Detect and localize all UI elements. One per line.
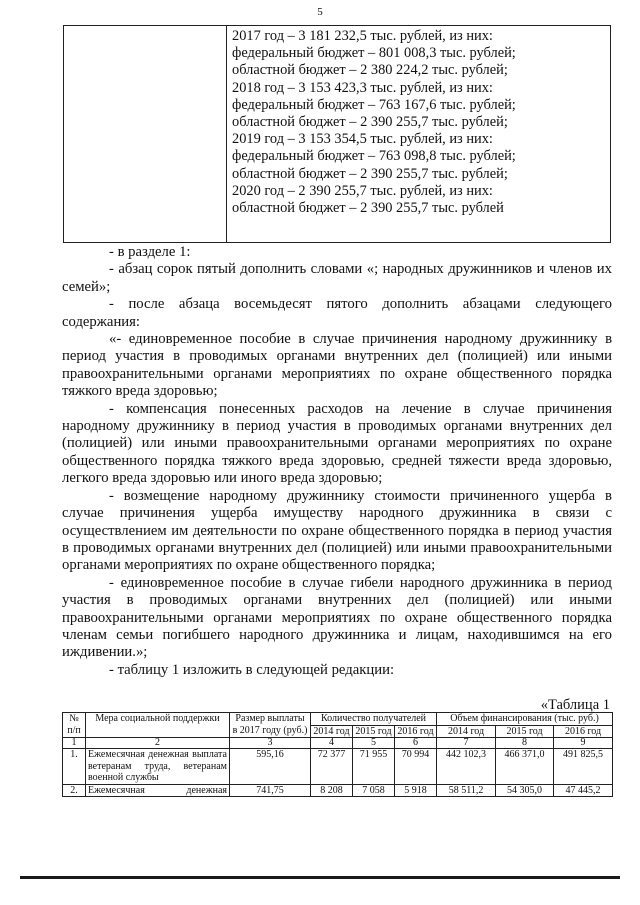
cell-num: 1. bbox=[63, 749, 86, 785]
cell-recipients-2014: 8 208 bbox=[311, 784, 353, 797]
header-payment: Размер выплаты в 2017 году (руб.) bbox=[230, 713, 311, 738]
funding-line: 2019 год – 3 153 354,5 тыс. рублей, из них: bbox=[232, 131, 493, 148]
funding-line: федеральный бюджет – 763 167,6 тыс. рублей; bbox=[232, 96, 516, 113]
funding-line: областной бюджет – 2 390 255,7 тыс. рублей; bbox=[232, 165, 508, 182]
cell-recipients-2015: 7 058 bbox=[353, 784, 395, 797]
funding-line: 2017 год – 3 181 232,5 тыс. рублей, из них: bbox=[232, 28, 493, 44]
table-row bbox=[63, 749, 613, 785]
cell-funding-2015: 54 305,0 bbox=[496, 784, 554, 797]
paragraph-damage-reimbursement: - возмещение народному дружиннику стоимости причиненного ущерба в случае причинения ущерба имуществу народного дружинника в связи с осуществлением им деятельности по охране общественного порядка в период участия в проводимых органами внутренних дел (полицией) или иными правоохранительными органами мероприятиях по охране общественного порядка; bbox=[62, 487, 612, 574]
cell-recipients-2016: 70 994 bbox=[395, 749, 437, 785]
table-index-row bbox=[63, 738, 613, 749]
cell-funding-2015: 466 371,0 bbox=[496, 749, 554, 785]
paragraph-death-allowance: - единовременное пособие в случае гибели народного дружинника в период участия в проводимых органами внутренних дел (полицией) или иными правоохранительными органами мероприятиях по охране общественного порядка членам семьи погибшего народного дружинника и лицам, находившимся на его иждивении.»; bbox=[62, 574, 612, 661]
cell-funding-2016: 491 825,5 bbox=[554, 749, 613, 785]
table-row bbox=[63, 784, 613, 797]
header-measure: Мера социальной поддержки bbox=[86, 713, 230, 738]
index-cell: 8 bbox=[496, 738, 554, 749]
paragraph-abzac-45: - абзац сорок пятый дополнить словами «; народных дружинников и членов их семей»; bbox=[62, 261, 612, 295]
cell-funding-2014: 58 511,2 bbox=[437, 784, 496, 797]
page-bottom-rule bbox=[20, 876, 620, 879]
funding-table bbox=[63, 25, 611, 243]
index-cell: 1 bbox=[63, 738, 86, 749]
index-cell: 4 bbox=[311, 738, 353, 749]
funding-lines bbox=[232, 28, 608, 217]
index-cell: 7 bbox=[437, 738, 496, 749]
index-cell: 3 bbox=[230, 738, 311, 749]
header-recipients-2015: 2015 год bbox=[353, 725, 395, 738]
funding-line: 2018 год – 3 153 423,3 тыс. рублей, из них: bbox=[232, 79, 493, 96]
table-header-row bbox=[63, 713, 613, 726]
index-cell: 6 bbox=[395, 738, 437, 749]
header-recipients: Количество получателей bbox=[311, 713, 437, 726]
funding-line: областной бюджет – 2 390 255,7 тыс. рублей bbox=[232, 199, 504, 216]
funding-line: федеральный бюджет – 763 098,8 тыс. рублей; bbox=[232, 148, 516, 165]
cell-measure: Ежемесячная денежная выплата ветеранам труда, ветеранам военной службы bbox=[86, 749, 230, 785]
funding-line: 2020 год – 2 390 255,7 тыс. рублей, из них: bbox=[232, 182, 493, 199]
header-funding-2015: 2015 год bbox=[496, 725, 554, 738]
paragraph-table-intro: - таблицу 1 изложить в следующей редакции: bbox=[109, 661, 395, 678]
index-cell: 2 bbox=[86, 738, 230, 749]
header-recipients-2014: 2014 год bbox=[311, 725, 353, 738]
header-funding-2014: 2014 год bbox=[437, 725, 496, 738]
page-number: 5 bbox=[317, 6, 323, 18]
body-text bbox=[62, 244, 612, 679]
cell-measure: Ежемесячная денежная bbox=[86, 784, 230, 797]
cell-payment: 741,75 bbox=[230, 784, 311, 797]
header-recipients-2016: 2016 год bbox=[395, 725, 437, 738]
funding-table-divider bbox=[226, 26, 227, 242]
cell-recipients-2014: 72 377 bbox=[311, 749, 353, 785]
index-cell: 9 bbox=[554, 738, 613, 749]
paragraph-injury-allowance: «- единовременное пособие в случае причинения народному дружиннику в период участия в проводимых органами внутренних дел (полицией) или иными правоохранительными органами мероприятиях по охране общественного порядка тяжкого вреда здоровью; bbox=[62, 331, 612, 400]
cell-funding-2014: 442 102,3 bbox=[437, 749, 496, 785]
index-cell: 5 bbox=[353, 738, 395, 749]
paragraph-section-1: - в разделе 1: bbox=[109, 244, 191, 260]
header-funding: Объем финансирования (тыс. руб.) bbox=[437, 713, 613, 726]
social-support-table bbox=[62, 712, 613, 797]
cell-payment: 595,16 bbox=[230, 749, 311, 785]
cell-recipients-2015: 71 955 bbox=[353, 749, 395, 785]
funding-line: областной бюджет – 2 380 224,2 тыс. рублей; bbox=[232, 62, 508, 79]
cell-num: 2. bbox=[63, 784, 86, 797]
funding-line: областной бюджет – 2 390 255,7 тыс. рублей; bbox=[232, 113, 508, 130]
table-caption: «Таблица 1 bbox=[540, 697, 610, 713]
header-funding-2016: 2016 год bbox=[554, 725, 613, 738]
funding-line: федеральный бюджет – 801 008,3 тыс. рублей; bbox=[232, 45, 516, 62]
paragraph-treatment-compensation: - компенсация понесенных расходов на лечение в случае причинения народному дружиннику в период участия в проводимых органами внутренних дел (полицией) или иными правоохранительными органами мероприятиях по охране общественного порядка тяжкого вреда здоровью, средней тяжести вреда здоровью, легкого вреда здоровью или иного вреда здоровью; bbox=[62, 400, 612, 487]
header-num: № п/п bbox=[63, 713, 86, 738]
cell-funding-2016: 47 445,2 bbox=[554, 784, 613, 797]
cell-recipients-2016: 5 918 bbox=[395, 784, 437, 797]
paragraph-after-abzac-85: - после абзаца восемьдесят пятого дополнить абзацами следующего содержания: bbox=[62, 296, 612, 330]
